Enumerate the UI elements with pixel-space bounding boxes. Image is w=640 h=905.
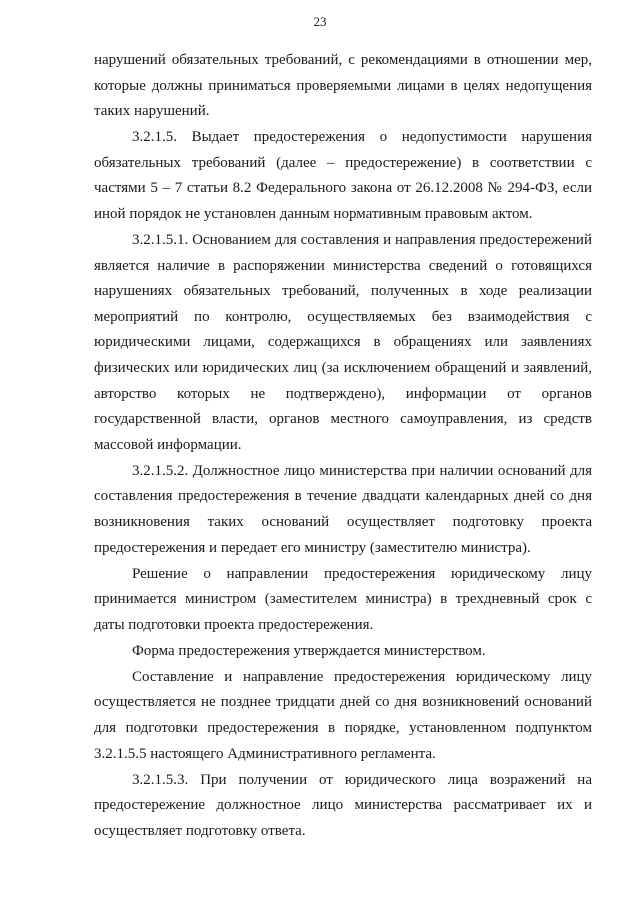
paragraph-3-2-1-5-1: 3.2.1.5.1. Основанием для составления и направления предостережений является наличие в распоряжении министерства сведений о готовящихся нарушениях обязательных требований, полученных в ходе реализации мероприятий по контролю, осуществляемых без взаимодействия с юридическими лицами, содержащихся в обращениях или заявлениях физических или юридических лиц (за исключением обращений и заявлений, авторство которых не подтверждено), информации от органов государственной власти, органов местного самоуправления, из средств массовой информации. <box>94 232 592 453</box>
document-body <box>94 48 592 844</box>
paragraph-3-2-1-5-3: 3.2.1.5.3. При получении от юридического лица возражений на предостережение должностное лицо министерства рассматривает их и осуществляет подготовку ответа. <box>94 771 592 839</box>
paragraph-form: Форма предостережения утверждается министерством. <box>132 642 486 659</box>
paragraph-3-2-1-5-2: 3.2.1.5.2. Должностное лицо министерства при наличии оснований для составления предостережения в течение двадцати календарных дней со дня возникновения таких оснований осуществляет подготовку проекта предостережения и передает его министру (заместителю министра). <box>94 462 592 556</box>
page-number: 23 <box>313 14 327 29</box>
paragraph-continuation: нарушений обязательных требований, с рекомендациями в отношении мер, которые должны приниматься проверяемыми лицами в целях недопущения таких нарушений. <box>94 52 592 120</box>
paragraph-composition: Составление и направление предостережения юридическому лицу осуществляется не позднее тридцати дней со дня возникновений оснований для подготовки предостережения в порядке, установленном подпунктом 3.2.1.5.5 настоящего Административного регламента. <box>94 668 592 762</box>
paragraph-3-2-1-5: 3.2.1.5. Выдает предостережения о недопустимости нарушения обязательных требований (далее – предостережение) в соответствии с частями 5 – 7 статьи 8.2 Федерального закона от 26.12.2008 № 294-ФЗ, если иной порядок не установлен данным нормативным правовым актом. <box>94 129 592 222</box>
paragraph-decision: Решение о направлении предостережения юридическому лицу принимается министром (заместителем министра) в трехдневный срок с даты подготовки проекта предостережения. <box>94 565 592 633</box>
